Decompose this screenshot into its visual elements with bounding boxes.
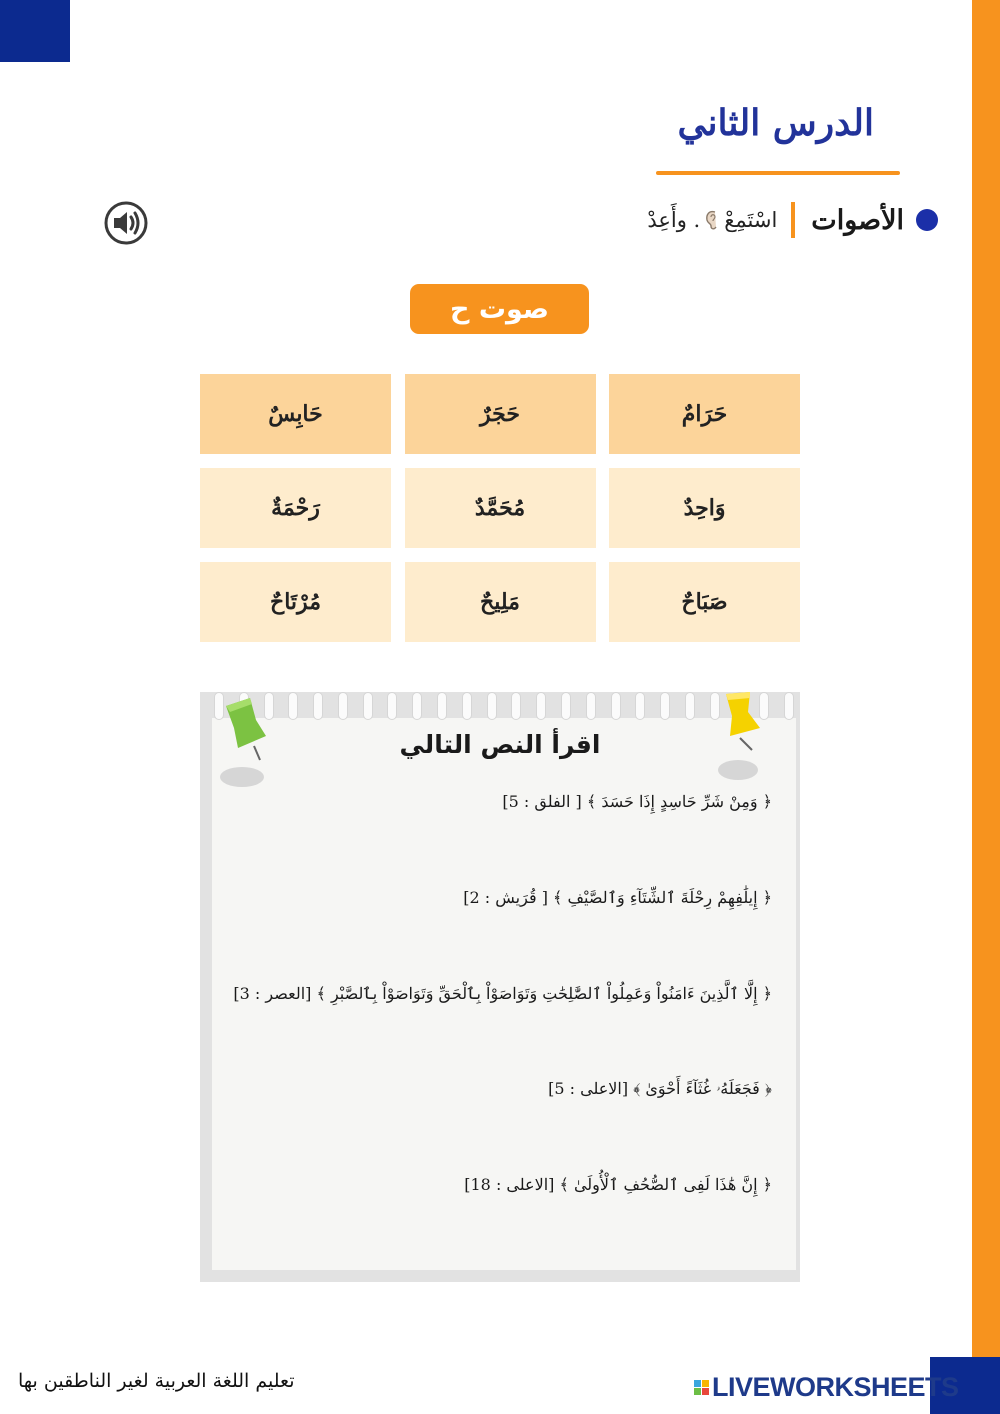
word-cell: وَاحِدٌ: [609, 468, 800, 548]
title-underline: [656, 171, 900, 175]
ear-icon: [704, 209, 720, 231]
word-cell: مُرْتَاحٌ: [200, 562, 391, 642]
liveworksheets-wordmark: LIVEWORKSHEETS: [712, 1372, 959, 1402]
verse-line: ﴿ إِيلَٰفِهِمْ رِحْلَةَ ٱلشِّتَآءِ وَٱلصَّيْفِ ﴾ [ قُرَيش : 2]: [463, 888, 772, 907]
lesson-title: الدرس الثاني: [677, 102, 874, 144]
instruction-repeat: وأَعِدْ .: [647, 208, 701, 232]
word-grid: [200, 374, 800, 642]
reading-title: اقرأ النص التالي: [399, 730, 601, 759]
section-heading: [647, 195, 938, 245]
speaker-icon[interactable]: [104, 201, 148, 245]
section-separator: [791, 202, 795, 238]
bullet-icon: [916, 209, 938, 231]
liveworksheets-logo[interactable]: [694, 1372, 959, 1403]
instruction: [647, 208, 777, 232]
word-cell: رَحْمَةٌ: [200, 468, 391, 548]
word-cell: مَلِيحٌ: [405, 562, 596, 642]
word-cell: حَابِسٌ: [200, 374, 391, 454]
verse-line: ﴿ إِلَّا ٱلَّذِينَ ءَامَنُواْ وَعَمِلُواْ ٱلصَّٰلِحَٰتِ وَتَوَاصَوْاْ بِٱلْحَقِّ وَتَوَاصَوْاْ بِٱلصَّبْرِ ﴾ [العصر : 3]: [233, 984, 772, 1003]
footer-caption: تعليم اللغة العربية لغير الناطقين بها: [18, 1370, 295, 1392]
verse-line: ﴿ إِنَّ هَٰذَا لَفِى ٱلصُّحُفِ ٱلْأُولَىٰ ﴾ [الاعلى : 18]: [464, 1175, 772, 1194]
liveworksheets-icon: [694, 1380, 709, 1395]
word-cell: مُحَمَّدٌ: [405, 468, 596, 548]
section-label: الأصوات: [811, 204, 904, 236]
corner-decoration: [0, 0, 70, 62]
instruction-listen: اسْتَمِعْ: [724, 208, 778, 232]
word-cell: حَجَرٌ: [405, 374, 596, 454]
verse-line: ﴿ وَمِنْ شَرِّ حَاسِدٍ إِذَا حَسَدَ ﴾ [ الفلق : 5]: [502, 792, 772, 811]
sound-badge: صوت ح: [410, 284, 589, 334]
word-cell: حَرَامٌ: [609, 374, 800, 454]
verse-line: ﴿ فَجَعَلَهُۥ غُثَآءً أَحْوَىٰ ﴾ [الاعلى : 5]: [548, 1079, 772, 1098]
notepad-binding: [214, 692, 794, 722]
word-cell: صَبَاحٌ: [609, 562, 800, 642]
side-accent-bar: [972, 0, 1000, 1414]
